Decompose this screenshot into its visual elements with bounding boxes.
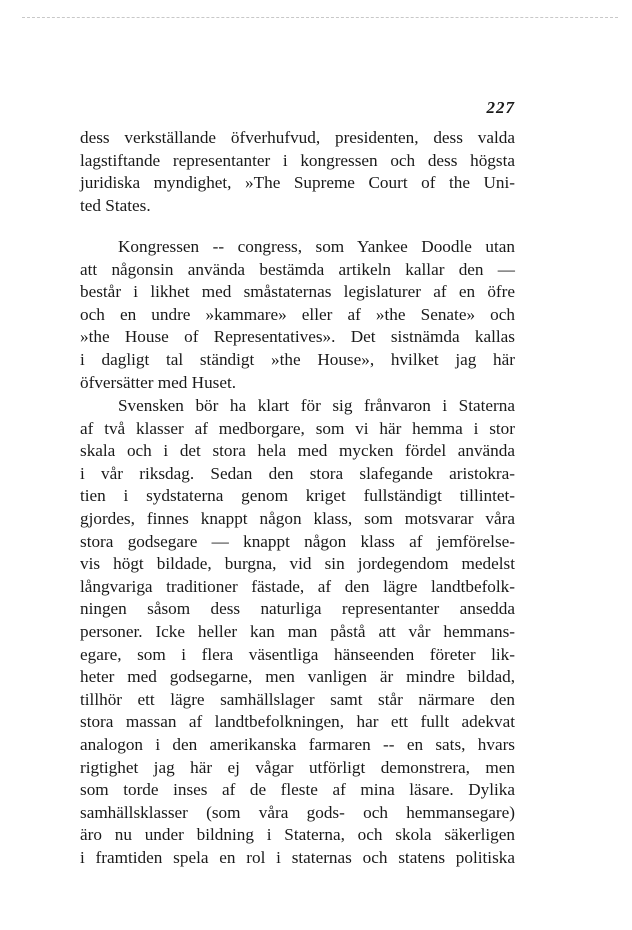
paragraph-2	[80, 236, 515, 394]
text-line: heter med godsegarne, men vanligen är mindre bildad,	[80, 667, 515, 687]
text-line: ningen såsom dess naturliga representanter ansedda	[80, 599, 515, 619]
text-line: äro nu under bildning i Staterna, och skola säkerligen	[80, 825, 515, 845]
text-line: »the House of Representatives». Det sistnämda kallas	[80, 327, 515, 347]
text-line: ted States.	[80, 195, 151, 215]
text-line: analogon i den amerikanska farmaren -- en sats, hvars	[80, 734, 515, 754]
text-line: personer. Icke heller kan man påstå att vår hemmans-	[80, 621, 515, 641]
text-line: Svensken bör ha klart för sig frånvaron i Staterna	[118, 396, 515, 415]
top-edge-rule	[22, 17, 618, 18]
page-number: 227	[486, 98, 515, 117]
text-line: öfversätter med Huset.	[80, 372, 237, 392]
text-line: dess verkställande öfverhufvud, presidenten, dess valda	[80, 128, 515, 147]
text-line: gjordes, finnes knappt någon klass, som motsvarar våra	[80, 508, 515, 528]
text-line: som torde inses af de fleste af mina läsare. Dylika	[80, 780, 515, 800]
text-line: att någonsin använda bestämda artikeln kallar den —	[80, 259, 515, 279]
text-line: juridiska myndighet, »The Supreme Court of the Uni-	[80, 173, 515, 193]
text-line: egare, som i flera väsentliga hänseenden företer lik-	[80, 644, 515, 664]
text-line: samhällsklasser (som våra gods- och hemmansegare)	[80, 802, 515, 822]
text-line: rigtighet jag här ej vågar utförligt demonstrera, men	[80, 757, 515, 777]
text-line: i framtiden spela en rol i staternas och statens politiska	[80, 847, 515, 867]
text-line: skala och i det stora hela med mycken fördel använda	[80, 441, 515, 461]
text-line: af två klasser af medborgare, som vi här hemma i stor	[80, 418, 515, 438]
paragraph-1	[80, 127, 515, 217]
paragraph-3	[80, 395, 515, 869]
text-line: i dagligt tal ständigt »the House», hvilket jag här	[80, 349, 515, 369]
text-line: stora godsegare — knappt någon klass af jemförelse-	[80, 531, 515, 551]
text-line: vis högt bildade, burgna, vid sin jordegendom medelst	[80, 554, 515, 574]
text-line: Kongressen -- congress, som Yankee Doodle utan	[118, 237, 515, 256]
text-line: långvariga traditioner fästade, af den lägre landtbefolk-	[80, 576, 515, 596]
text-line: lagstiftande representanter i kongressen och dess högsta	[80, 150, 515, 170]
text-line: tien i sydstaterna genom kriget fullständigt tillintet-	[80, 486, 515, 506]
text-line: i vår riksdag. Sedan den stora slafegande aristokra-	[80, 463, 515, 483]
text-line: består i likhet med småstaternas legislaturer af en öfre	[80, 282, 515, 302]
text-line: stora massan af landtbefolkningen, har ett fullt adekvat	[80, 712, 515, 732]
text-line: och en undre »kammare» eller af »the Senate» och	[80, 304, 515, 324]
text-line: tillhör ett lägre samhällslager samt står närmare den	[80, 689, 515, 709]
